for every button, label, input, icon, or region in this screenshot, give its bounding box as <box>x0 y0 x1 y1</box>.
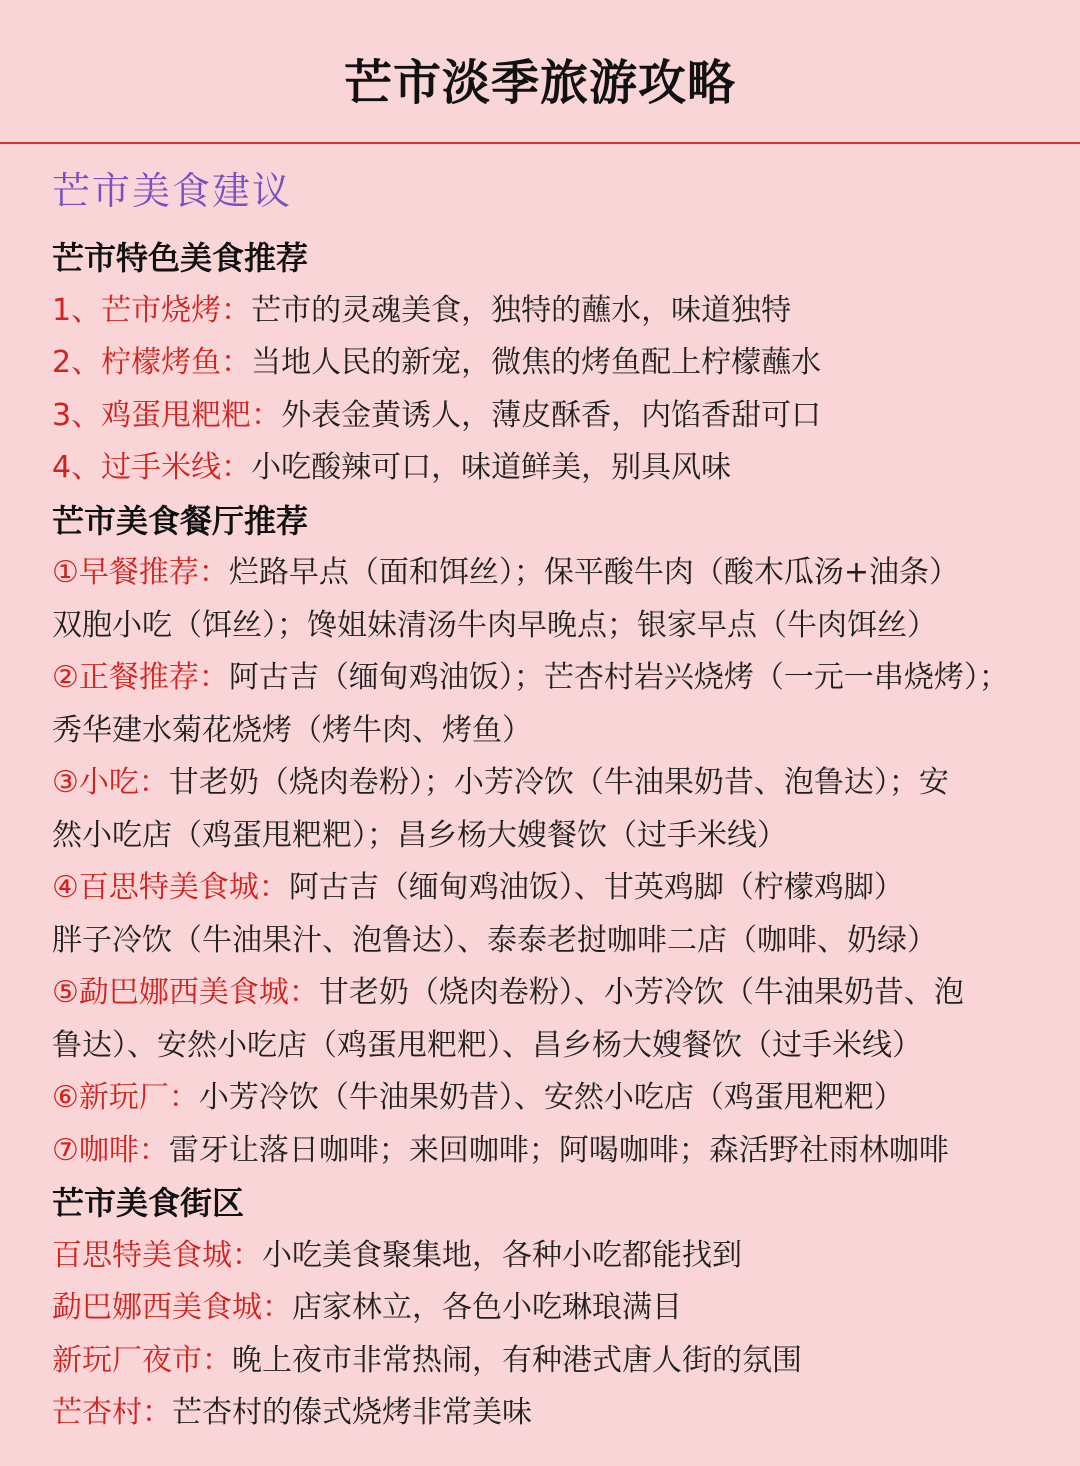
item-label: 勐巴娜西美食城： <box>52 1290 292 1325</box>
streets-heading: 芒市美食街区 <box>52 1184 245 1222</box>
item-label: 2、柠檬烤鱼： <box>52 345 252 380</box>
item-label: 新玩厂夜市： <box>52 1342 232 1378</box>
restaurant-item <box>52 862 1062 915</box>
item-label: ③小吃： <box>52 765 169 800</box>
restaurants-heading: 芒市美食餐厅推荐 <box>52 501 309 540</box>
street-item <box>52 1282 1062 1335</box>
restaurant-item-cont: 双胞小吃（饵丝）；馋姐妹清汤牛肉早晚点；银家早点（牛肉饵丝） <box>52 607 937 643</box>
item-label: ⑥新玩厂： <box>52 1080 199 1115</box>
title-divider <box>0 142 1080 144</box>
street-item <box>52 1230 1062 1283</box>
content <box>52 232 1062 1440</box>
item-label: ⑤勐巴娜西美食城： <box>52 975 319 1010</box>
item-text: 芒杏村的傣式烧烤非常美味 <box>172 1395 532 1430</box>
specialty-heading: 芒市特色美食推荐 <box>52 239 309 277</box>
item-text: 晚上夜市非常热闹，有种港式唐人街的氛围 <box>232 1342 802 1378</box>
item-text: 小吃美食聚集地，各种小吃都能找到 <box>262 1237 742 1273</box>
item-text: 甘老奶（烧肉卷粉）、小芳冷饮（牛油果奶昔、泡 <box>318 975 964 1010</box>
restaurant-item-cont: 鲁达）、安然小吃店（鸡蛋甩粑粑）、昌乡杨大嫂餐饮（过手米线） <box>52 1027 922 1063</box>
restaurant-item <box>52 757 1062 810</box>
item-text: 雷牙让落日咖啡；来回咖啡；阿喝咖啡；森活野社雨林咖啡 <box>168 1132 949 1168</box>
section-heading: 芒市美食建议 <box>52 169 293 213</box>
restaurant-item <box>52 967 1062 1020</box>
specialty-item <box>52 337 1062 390</box>
restaurant-item-cont: 秀华建水菊花烧烤（烤牛肉、烤鱼） <box>52 712 532 748</box>
item-text: 外表金黄诱人，薄皮酥香，内馅香甜可口 <box>281 397 822 433</box>
restaurant-item <box>52 652 1062 705</box>
restaurant-item <box>52 1072 1062 1125</box>
page-title: 芒市淡季旅游攻略 <box>343 55 736 111</box>
item-text: 芒市的灵魂美食，独特的蘸水，味道独特 <box>251 292 792 328</box>
restaurant-item <box>52 547 1062 600</box>
item-label: ②正餐推荐： <box>52 660 229 695</box>
item-label: 4、过手米线： <box>52 450 252 485</box>
specialty-item <box>52 442 1062 495</box>
item-text: 当地人民的新宠，微焦的烤鱼配上柠檬蘸水 <box>251 345 822 380</box>
item-label: ④百思特美食城： <box>52 870 289 905</box>
item-text: 小吃酸辣可口，味道鲜美，别具风味 <box>251 450 732 485</box>
item-text: 小芳冷饮（牛油果奶昔）、安然小吃店（鸡蛋甩粑粑） <box>198 1080 904 1115</box>
item-label: 3、鸡蛋甩粑粑： <box>52 397 282 433</box>
item-label: 1、芒市烧烤： <box>52 292 252 328</box>
item-text: 阿古吉（缅甸鸡油饭）；芒杏村岩兴烧烤（一元一串烧烤）； <box>228 660 1009 695</box>
specialty-item <box>52 285 1062 338</box>
item-label: 百思特美食城： <box>52 1237 262 1273</box>
item-text: 阿古吉（缅甸鸡油饭）、甘英鸡脚（柠檬鸡脚） <box>288 870 904 905</box>
item-text: 甘老奶（烧肉卷粉）；小芳冷饮（牛油果奶昔、泡鲁达）；安 <box>168 765 949 800</box>
item-text: 店家林立，各色小吃琳琅满目 <box>292 1290 682 1325</box>
item-label: 芒杏村： <box>52 1395 172 1430</box>
restaurant-item-cont: 胖子冷饮（牛油果汁、泡鲁达）、泰泰老挝咖啡二店（咖啡、奶绿） <box>52 922 937 958</box>
item-label: ①早餐推荐： <box>52 555 229 590</box>
street-item <box>52 1335 1062 1388</box>
item-text: 烂路早点（面和饵丝）；保平酸牛肉（酸木瓜汤+油条） <box>228 555 960 590</box>
restaurant-item-cont: 然小吃店（鸡蛋甩粑粑）；昌乡杨大嫂餐饮（过手米线） <box>52 817 787 853</box>
street-item <box>52 1387 1062 1440</box>
restaurant-item <box>52 1125 1062 1178</box>
specialty-item <box>52 390 1062 443</box>
item-label: ⑦咖啡： <box>52 1132 169 1168</box>
